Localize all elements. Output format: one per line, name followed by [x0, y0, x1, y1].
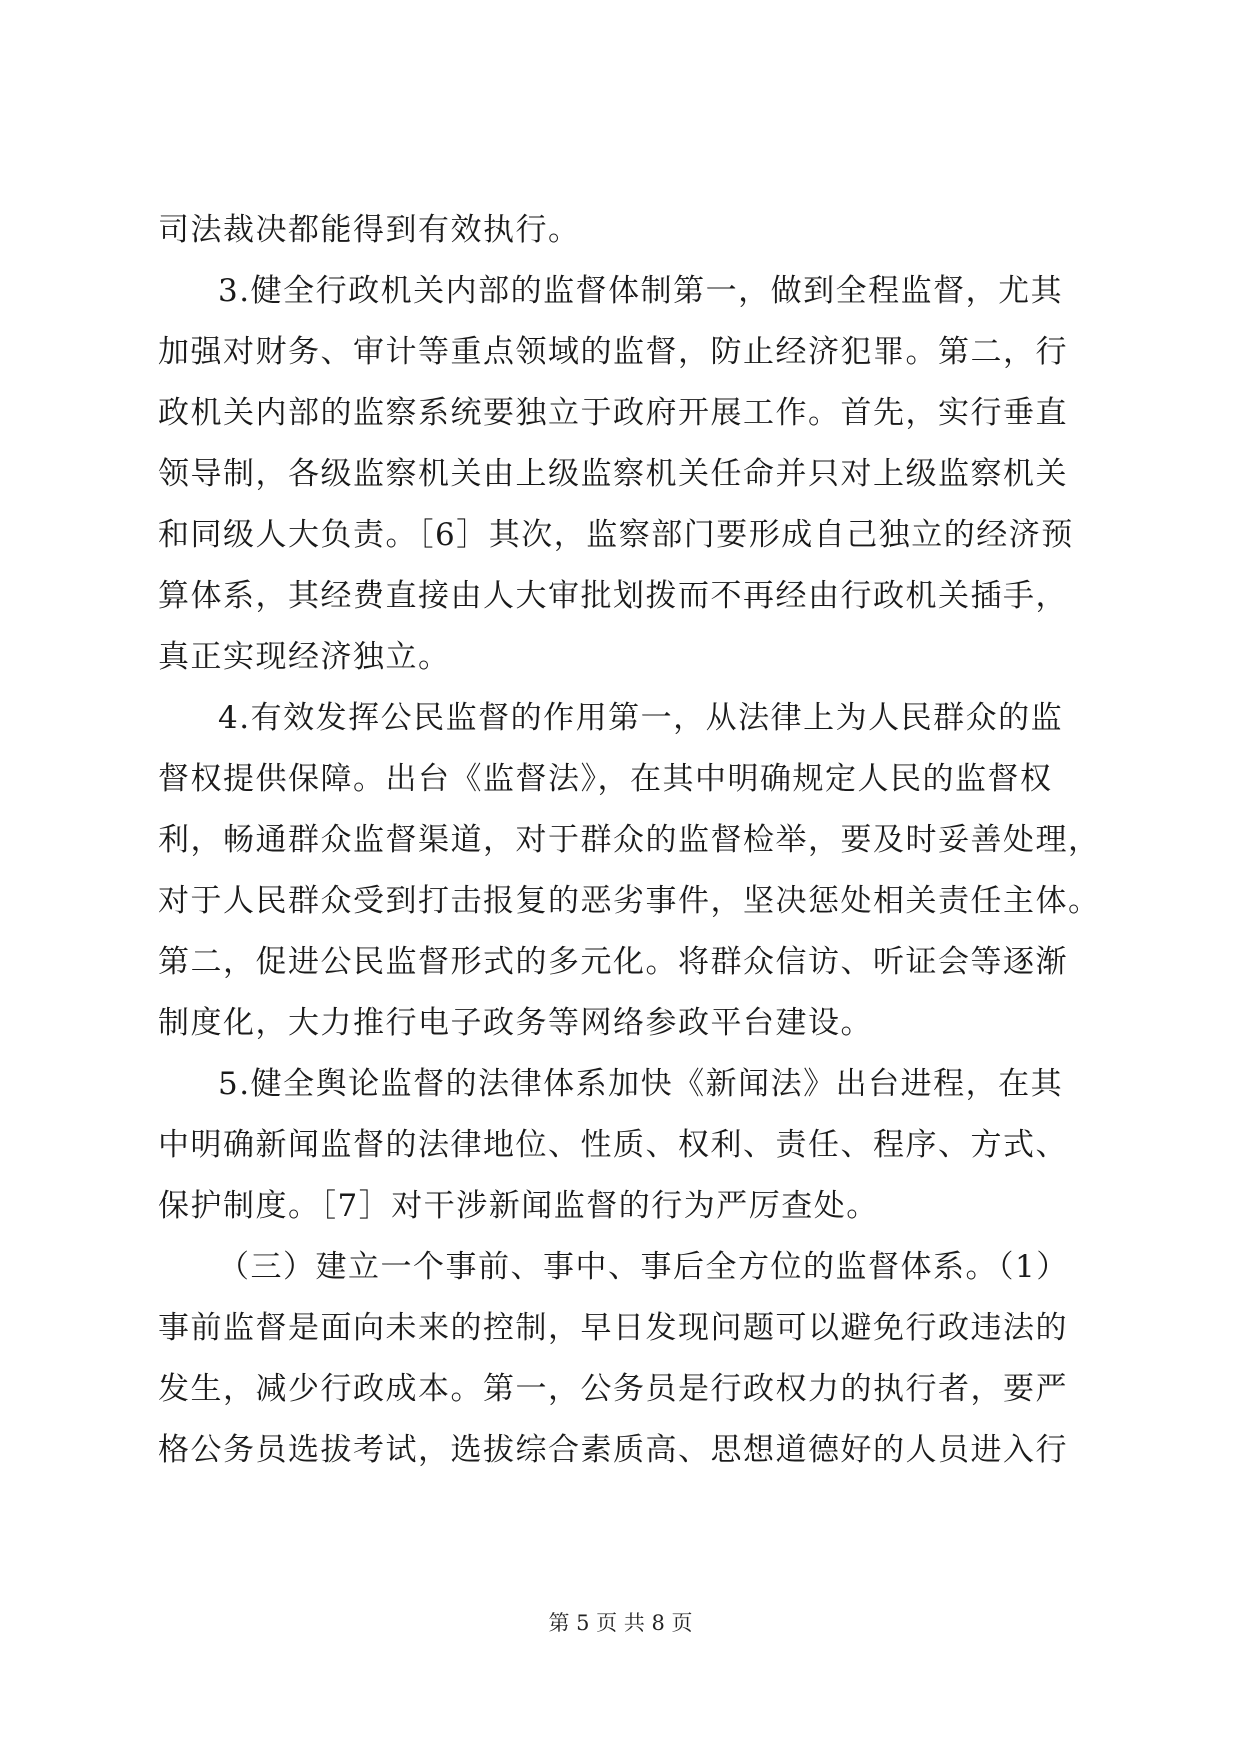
text-line: 中明确新闻监督的法律地位、性质、权利、责任、程序、方式、: [158, 1127, 1068, 1163]
text-line: 加强对财务、审计等重点领域的监督，防止经济犯罪。第二，行: [158, 334, 1068, 370]
text-line: 保护制度。［7］对干涉新闻监督的行为严厉查处。: [158, 1188, 879, 1224]
text-line: 对于人民群众受到打击报复的恶劣事件，坚决惩处相关责任主体。: [158, 883, 1101, 919]
text-line: 格公务员选拔考试，选拔综合素质高、思想道德好的人员进入行: [158, 1432, 1068, 1468]
text-line: 5.健全舆论监督的法律体系加快《新闻法》出台进程，在其: [218, 1066, 1064, 1102]
text-line: 司法裁决都能得到有效执行。: [158, 212, 581, 248]
text-line: 真正实现经济独立。: [158, 639, 451, 675]
text-line: 政机关内部的监察系统要独立于政府开展工作。首先，实行垂直: [158, 395, 1068, 431]
text-line: 发生，减少行政成本。第一，公务员是行政权力的执行者，要严: [158, 1371, 1068, 1407]
text-line: 第二，促进公民监督形式的多元化。将群众信访、听证会等逐渐: [158, 944, 1068, 980]
text-line: 和同级人大负责。［6］其次，监察部门要形成自己独立的经济预: [158, 517, 1074, 553]
text-line: 3.健全行政机关内部的监督体制第一，做到全程监督，尤其: [218, 273, 1064, 309]
text-line: 事前监督是面向未来的控制，早日发现问题可以避免行政违法的: [158, 1310, 1068, 1346]
text-line: 算体系，其经费直接由人大审批划拨而不再经由行政机关插手，: [158, 578, 1068, 614]
text-line: 4.有效发挥公民监督的作用第一，从法律上为人民群众的监: [218, 700, 1064, 736]
text-line: （三）建立一个事前、事中、事后全方位的监督体系。（1）: [218, 1249, 1069, 1285]
text-line: 利，畅通群众监督渠道，对于群众的监督检举，要及时妥善处理，: [158, 822, 1101, 858]
page-number-footer: 第 5 页 共 8 页: [548, 1611, 693, 1635]
text-line: 督权提供保障。出台《监督法》，在其中明确规定人民的监督权: [158, 761, 1053, 797]
text-line: 领导制，各级监察机关由上级监察机关任命并只对上级监察机关: [158, 456, 1068, 492]
text-line: 制度化，大力推行电子政务等网络参政平台建设。: [158, 1005, 873, 1041]
